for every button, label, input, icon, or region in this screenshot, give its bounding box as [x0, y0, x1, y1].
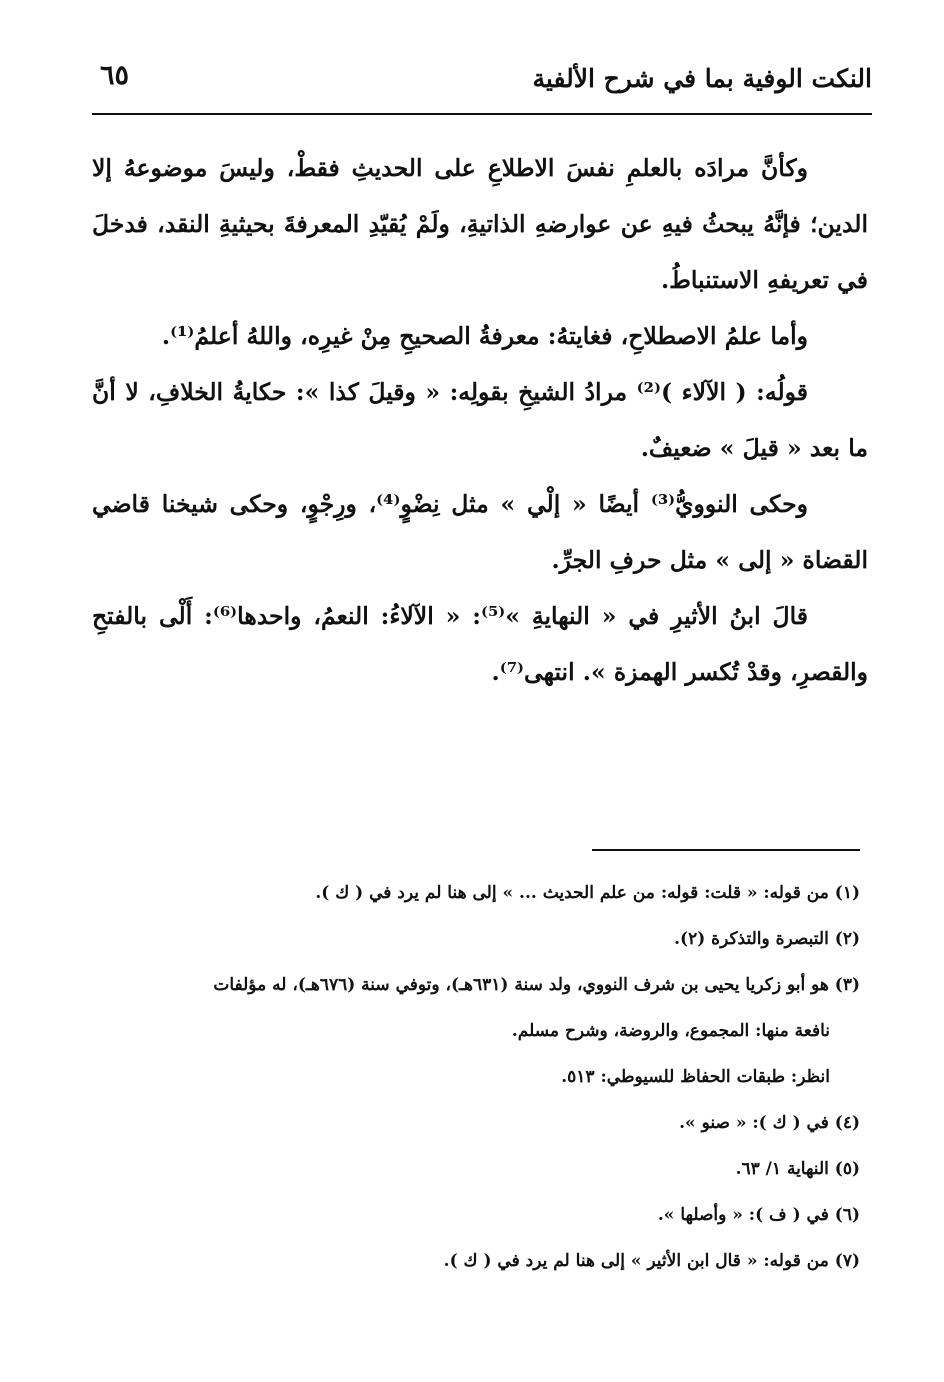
paragraph: قالَ ابنُ الأثيرِ في « النهايةِ »⁽⁵⁾: « الآلاءُ: النعمُ، واحدها⁽⁶⁾: أَلْى بالفتحِ والقصرِ، وقدْ تُكسر الهمزة ». انتهى⁽⁷⁾.: [92, 602, 868, 686]
footnote: (٧) من قوله: « قال ابن الأثير » إلى هنا لم يرد في ( ك ).: [443, 1251, 860, 1271]
running-title: النكت الوفية بما في شرح الألفية: [532, 64, 872, 93]
footnote: (١) من قوله: « قلت: قوله: من علم الحديث ... » إلى هنا لم يرد في ( ك ).: [315, 883, 860, 903]
main-text: [92, 140, 868, 700]
footnote-continuation: انظر: طبقات الحفاظ للسيوطي: ٥١٣.: [561, 1067, 830, 1087]
footnote-continuation: نافعة منها: المجموع، والروضة، وشرح مسلم.: [511, 1021, 830, 1041]
footnote: (٥) النهاية ١/ ٦٣.: [735, 1159, 860, 1179]
footnote: (٦) في ( ف ): « وأصلها ».: [657, 1205, 860, 1225]
footnote: (٢) التبصرة والتذكرة (٢).: [674, 929, 860, 949]
paragraph: وحكى النوويُّ⁽³⁾ أيضًا « إلْي » مثل نِضْوٍ⁽⁴⁾، ورِجْوٍ، وحكى شيخنا قاضي القضاة « إلى » مثل حرفِ الجرِّ.: [92, 490, 868, 574]
footnote: (٤) في ( ك ): « صنو ».: [679, 1113, 860, 1133]
paragraph: وأما علمُ الاصطلاحِ، فغايتهُ: معرفةُ الصحيحِ مِنْ غيرِه، واللهُ أعلمُ⁽¹⁾.: [161, 322, 808, 350]
paragraph: وكأنَّ مرادَه بالعلمِ نفسَ الاطلاعِ على الحديثِ فقطْ، وليسَ موضوعهُ إلا الدين؛ فإنَّهُ يبحثُ فيهِ عن عوارضهِ الذاتيةِ، ولَمْ يُقيّدِ المعرفةَ بحيثيةِ النقد، فدخلَ في تعريفهِ الاستنباطُ.: [92, 154, 868, 294]
paragraph: قولُه: ( الآلاء )⁽²⁾ مرادُ الشيخِ بقولِه: « وقيلَ كذا »: حكايةُ الخلافِ، لا أنَّ ما بعد « قيلَ » ضعيفٌ.: [92, 378, 868, 462]
page-header: [92, 56, 872, 114]
footnotes: [110, 872, 860, 1286]
page-number: ٦٥: [100, 60, 130, 91]
header-divider: [92, 113, 872, 115]
footnote-divider: [592, 849, 860, 851]
footnote: (٣) هو أبو زكريا يحيى بن شرف النووي، ولد سنة (٦٣١هـ)، وتوفي سنة (٦٧٦هـ)، له مؤلفات: [213, 975, 860, 995]
